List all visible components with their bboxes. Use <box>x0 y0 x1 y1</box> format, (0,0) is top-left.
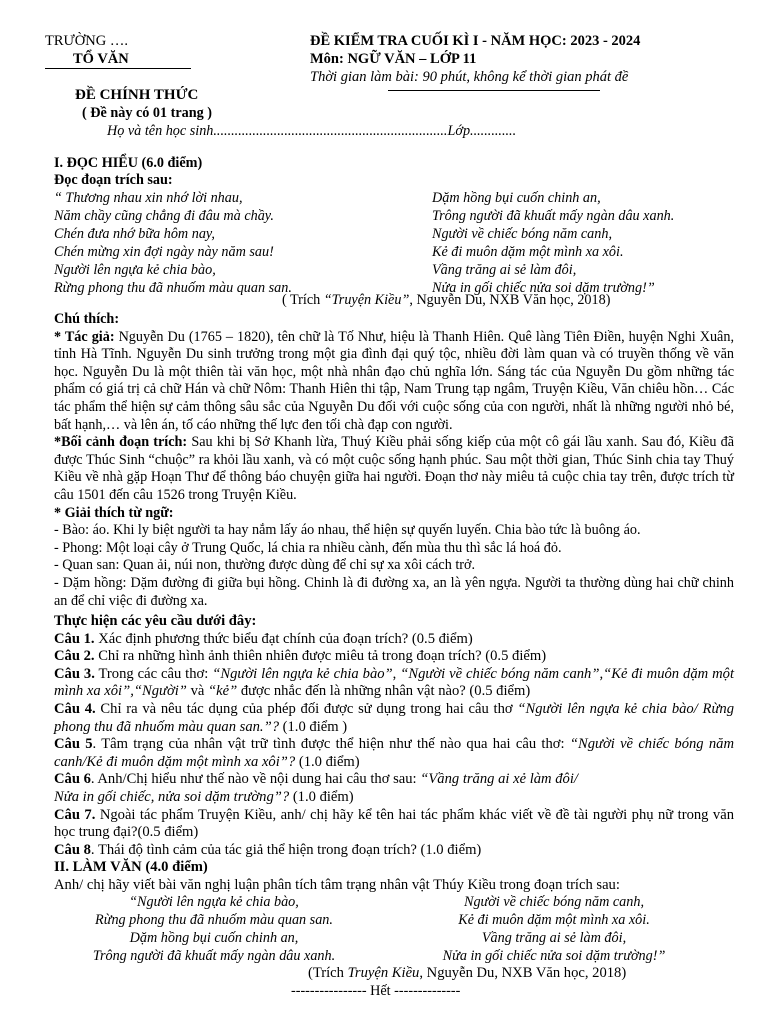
poem-line: Rừng phong thu đã nhuốm màu quan san. <box>95 912 333 928</box>
poem-line: Kẻ đi muôn dặm một mình xa xôi. <box>458 912 650 928</box>
context-note: *Bối cảnh đoạn trích: Sau khi bị Sở Khanh lừa, Thuý Kiều phải sống kiếp của một cô gái lầu xanh. Sau đó, Kiều đã được Thúc Sinh “chuộc” ra khỏi lầu xanh, và có một cuộc sống hạnh phúc. Sau một thời gian, Thúc Sinh chia tay Thuý Kiều về nhà gặp Hoạn Thư để thông báo chuyện giữa hai người. Đoạn thơ này miêu tả cuộc chia tay trên, được trích từ câu 1501 đến câu 1526 trong Truyện Kiều. <box>54 434 735 503</box>
end-marker: ---------------- Hết -------------- <box>291 983 461 999</box>
question-3: Câu 3. Trong các câu thơ: “Người lên ngựa kẻ chia bào”, “Người về chiếc bóng năm canh”,“Kẻ đi muôn dặm một mình xa xôi”,“Người” và “kẻ” được nhắc đến là những nhân vật nào? (0.5 điểm) <box>54 665 735 700</box>
task-heading: Thực hiện các yêu cầu dưới đây: <box>54 613 257 629</box>
question-2: Câu 2. Chỉ ra những hình ảnh thiên nhiên được miêu tả trong đoạn trích? (0.5 điểm) <box>54 648 547 665</box>
poem-line: Năm chầy cũng chẳng đi đâu mà chầy. <box>54 208 274 224</box>
poem-line: Nửa in gối chiếc nửa soi dặm trường!” <box>442 948 666 964</box>
student-info-line: Họ và tên học sinh..................................................................Lớp............. <box>107 123 517 139</box>
school-name: TRƯỜNG …. <box>45 33 128 49</box>
department-name: TỔ VĂN <box>45 51 191 70</box>
glossary-heading: * Giải thích từ ngữ: <box>54 504 174 521</box>
poem-line: “Người lên ngựa kẻ chia bào, <box>129 894 299 910</box>
exam-title: ĐỀ KIỂM TRA CUỐI KÌ I - NĂM HỌC: 2023 - 2024 <box>310 33 641 49</box>
author-note: * Tác giả: Nguyễn Du (1765 – 1820), tên chữ là Tố Như, hiệu là Thanh Hiên. Quê làng Tiên Điền, huyện Nghi Xuân, tỉnh Hà Tĩnh. Nguyễn Du sinh trưởng trong một gia đình đại quý tộc, nhiều đời làm quan và có truyền thống về văn học. Nguyễn Du là một thiên tài văn học, một nhà nhân đạo chủ nghĩa lớn. Sáng tác của Nguyễn Du gồm những tác phẩm có giá trị cả chữ Hán và chữ Nôm: Thanh Hiên thi tập, Nam Trung tạp ngâm, Truyện Kiều, Văn chiêu hồn… Các tác phẩm thể hiện sự cảm thông sâu sắc của Nguyễn Du đối với cuộc sống của con người, nhất là những người nhỏ bé, bất hạnh,… và lên án, tố cáo những thế lực đen tối chà đạp con người. <box>54 328 734 433</box>
question-5: Câu 5. Tâm trạng của nhân vật trữ tình được thể hiện như thế nào qua hai câu thơ: “Người về chiếc bóng năm canh/Kẻ đi muôn dặm một mình xa xôi”? (1.0 điểm) <box>54 736 735 770</box>
glossary-item: - Dặm hồng: Dặm đường đi giữa bụi hồng. Chinh là đi đường xa, an là yên ngựa. Người ta thường dùng hai chữ chinh an để chỉ việc đi đường xa. <box>54 574 734 609</box>
poem-line: Chén đưa nhớ bữa hôm nay, <box>54 226 215 242</box>
poem-source: ( Trích “Truyện Kiều”, Nguyễn Du, NXB Văn học, 2018) <box>282 292 611 308</box>
official-label: ĐỀ CHÍNH THỨC <box>75 87 199 103</box>
question-8: Câu 8. Thái độ tình cảm của tác giả thể hiện trong đoạn trích? (1.0 điểm) <box>54 841 482 858</box>
part2-heading: II. LÀM VĂN (4.0 điểm) <box>54 859 208 875</box>
poem-line: Dặm hồng bụi cuốn chinh an, <box>129 930 299 946</box>
poem-line: Trông người đã khuất mấy ngàn dâu xanh. <box>432 208 675 224</box>
poem-line: “ Thương nhau xin nhớ lời nhau, <box>54 190 243 206</box>
glossary-item: - Quan san: Quan ải, núi non, thường được dùng để chỉ sự xa xôi cách trở. <box>54 557 476 574</box>
exam-subject: Môn: NGỮ VĂN – LỚP 11 <box>310 51 477 67</box>
poem-line: Dặm hồng bụi cuốn chinh an, <box>432 190 601 206</box>
part1-heading: I. ĐỌC HIỂU (6.0 điểm) <box>54 155 203 171</box>
page-count-label: ( Đề này có 01 trang ) <box>82 105 213 121</box>
glossary-item: - Phong: Một loại cây ở Trung Quốc, lá chia ra nhiều cành, đến mùa thu thì sắc lá hoá đỏ. <box>54 539 562 556</box>
question-6: Câu 6. Anh/Chị hiểu như thế nào về nội dung hai câu thơ sau: “Vầng trăng ai xẻ làm đôi/ Nửa in gối chiếc, nửa soi dặm trường”? (1.0 điểm) <box>54 771 578 805</box>
header-rule <box>388 90 600 91</box>
poem-line: Người về chiếc bóng năm canh, <box>464 894 644 910</box>
poem-line: Rừng phong thu đã nhuốm màu quan san. <box>54 280 292 296</box>
poem-line: Vầng trăng ai sẻ làm đôi, <box>432 262 577 278</box>
poem-line: Người lên ngựa kẻ chia bào, <box>54 262 216 278</box>
poem-line: Vầng trăng ai sẻ làm đôi, <box>481 930 627 946</box>
poem-line: Người về chiếc bóng năm canh, <box>432 226 612 242</box>
exam-time: Thời gian làm bài: 90 phút, không kể thời gian phát đề <box>310 69 629 85</box>
notes-heading: Chú thích: <box>54 311 120 327</box>
notes-section <box>54 311 734 610</box>
questions-section <box>54 613 734 859</box>
read-label: Đọc đoạn trích sau: <box>54 172 173 188</box>
glossary-item: - Bào: áo. Khi ly biệt người ta hay nắm lấy áo nhau, thể hiện sự quyến luyến. Chia bào tức là buông áo. <box>54 522 641 539</box>
essay-source: (Trích Truyện Kiều, Nguyễn Du, NXB Văn học, 2018) <box>308 965 627 981</box>
poem-line: Nửa in gối chiếc nửa soi dặm trường!” <box>432 280 655 296</box>
poem-line: Chén mừng xin đợi ngày này năm sau! <box>54 244 274 260</box>
question-1: Câu 1. Xác định phương thức biểu đạt chính của đoạn trích? (0.5 điểm) <box>54 630 473 647</box>
poem-line: Kẻ đi muôn dặm một mình xa xôi. <box>432 244 624 260</box>
poem-excerpt <box>54 190 675 298</box>
question-4: Câu 4. Chỉ ra và nêu tác dụng của phép đối được sử dụng trong hai câu thơ “Người lên ngựa kẻ chia bào/ Rừng phong thu đã nhuốm màu quan san.”? (1.0 điểm ) <box>54 700 735 735</box>
essay-prompt: Anh/ chị hãy viết bài văn nghị luận phân tích tâm trạng nhân vật Thúy Kiều trong đoạn trích sau: <box>54 877 620 893</box>
school-header <box>45 33 191 69</box>
poem-line: Trông người đã khuất mấy ngàn dâu xanh. <box>92 948 336 964</box>
exam-header <box>310 33 640 87</box>
question-7: Câu 7. Ngoài tác phẩm Truyện Kiều, anh/ chị hãy kể tên hai tác phẩm khác viết về đề tài người phụ nữ trong văn học trung đại?(0.5 điểm) <box>54 806 734 841</box>
